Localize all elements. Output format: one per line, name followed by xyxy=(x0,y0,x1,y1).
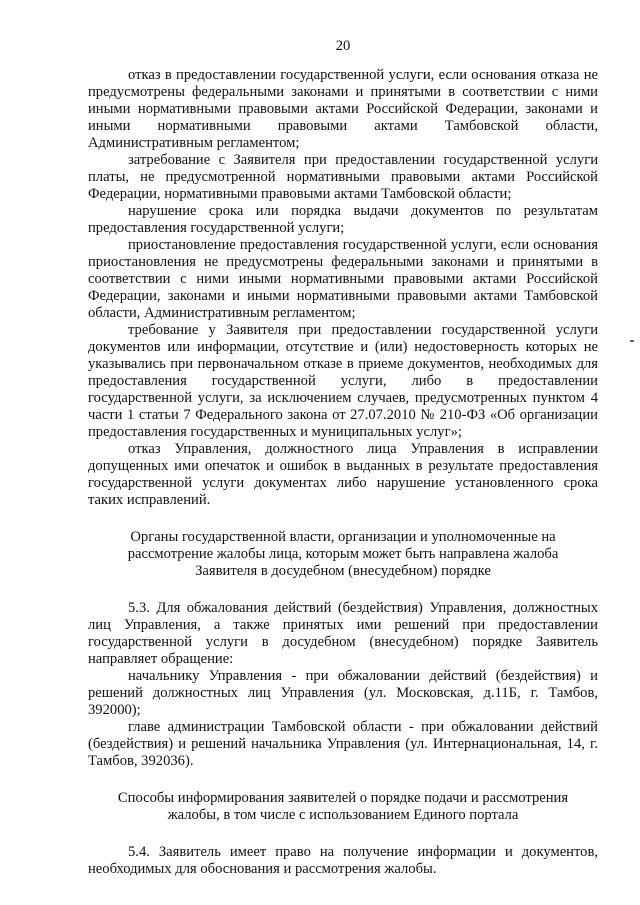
paragraph-document-requirement: требование у Заявителя при предоставлении государственной услуги документов или информации, отсутствие и (или) недостоверность которых не указывались при первоначальном отказе в приеме документов, необходимых для предоставления государственной услуги, либо в предоставлении государственной услуги, за исключением случаев, предусмотренных пунктом 4 части 1 статьи 7 Федерального закона от 27.07.2010 № 210-ФЗ «Об организации предоставления государственных и муниципальных услуг»; xyxy=(88,322,598,440)
paragraph-5-4: 5.4. Заявитель имеет право на получение информации и документов, необходимых для обоснования и рассмотрения жалобы. xyxy=(88,844,598,877)
paragraph-fee-demand: затребование с Заявителя при предоставлении государственной услуги платы, не предусмотренной нормативными правовыми актами Российской Федерации, нормативными правовыми актами Тамбовской области; xyxy=(88,152,598,202)
paragraph-5-3: 5.3. Для обжалования действий (бездействия) Управления, должностных лиц Управления, а также принятых ими решений при предоставлении государственной услуги в досудебном (внесудебном) порядке Заявитель направляет обращение: xyxy=(88,600,598,667)
section-heading-informing-methods: Способы информирования заявителей о порядке подачи и рассмотрения жалобы, в том числе с использованием Единого портала xyxy=(117,790,569,823)
scan-mark xyxy=(630,340,634,342)
paragraph-head-of-department: начальнику Управления - при обжаловании действий (бездействия) и решений должностных лиц Управления (ул. Московская, д.11Б, г. Тамбов, 392000); xyxy=(88,668,598,718)
paragraph-suspension: приостановление предоставления государственной услуги, если основания приостановления не предусмотрены федеральными законами и принятыми в соответствии с ними иными нормативными правовыми актами Российской Федерации, законами и иными нормативными правовыми актами Тамбовской области, Административным регламентом; xyxy=(88,237,598,321)
paragraph-correction-refusal: отказ Управления, должностного лица Управления в исправлении допущенных ими опечаток и ошибок в выданных в результате предоставления государственной услуги документах либо нарушение установленного срока таких исправлений. xyxy=(88,441,598,508)
section-heading-complaint-bodies: Органы государственной власти, организации и уполномоченные на рассмотрение жалобы лица, которым может быть направлена жалоба Заявителя в досудебном (внесудебном) порядке xyxy=(127,529,559,579)
paragraph-deadline-violation: нарушение срока или порядка выдачи документов по результатам предоставления государственной услуги; xyxy=(88,203,598,236)
paragraph-refusal-grounds: отказ в предоставлении государственной услуги, если основания отказа не предусмотрены федеральными законами и принятыми в соответствии с ними иными нормативными правовыми актами Российской Федерации, законами и иными нормативными правовыми актами Тамбовской области, Административным регламентом; xyxy=(88,67,598,151)
page-number: 20 xyxy=(335,38,351,54)
paragraph-head-of-administration: главе администрации Тамбовской области - при обжаловании действий (бездействия) и решений начальника Управления (ул. Интернациональная, 14, г. Тамбов, 392036). xyxy=(88,719,598,769)
